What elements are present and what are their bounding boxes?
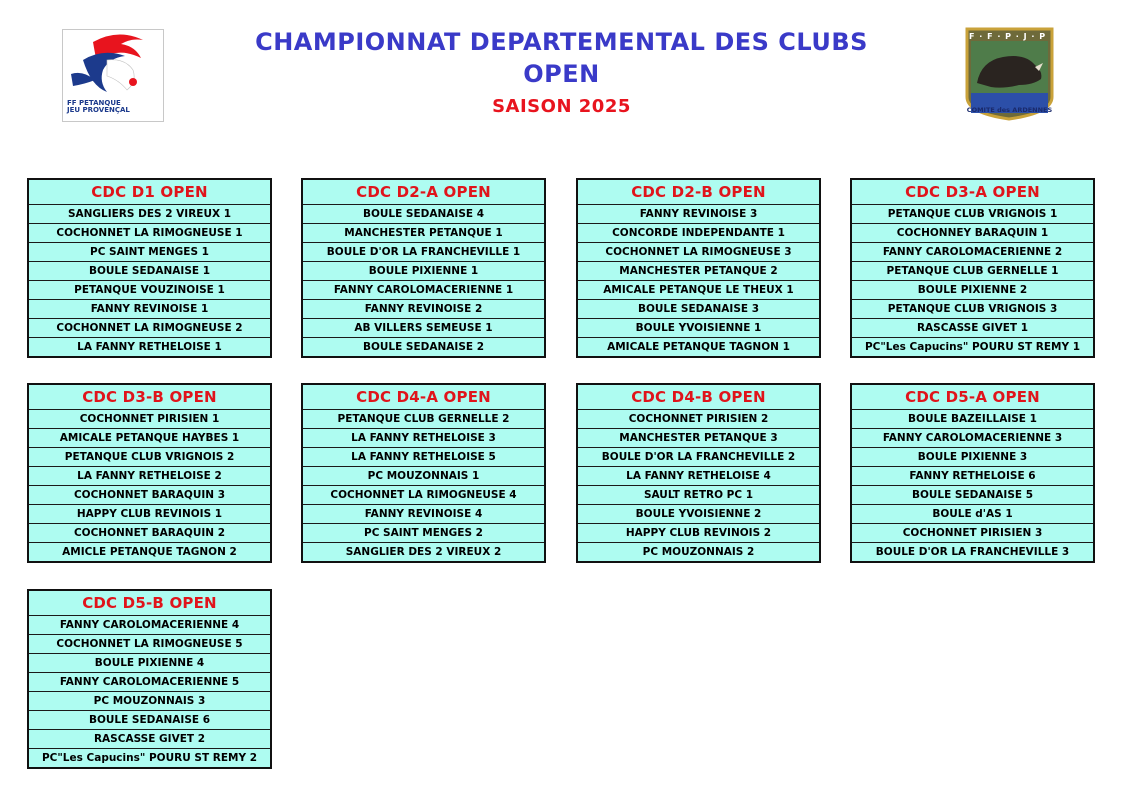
team-cell: BOULE D'OR LA FRANCHEVILLE 2	[578, 448, 819, 467]
team-cell: COCHONNET PIRISIEN 2	[578, 410, 819, 429]
team-cell: PETANQUE CLUB VRIGNOIS 1	[852, 205, 1093, 224]
division-title: CDC D5-A OPEN	[852, 385, 1093, 410]
team-cell: BOULE SEDANAISE 3	[578, 300, 819, 319]
team-cell: RASCASSE GIVET 1	[852, 319, 1093, 338]
team-cell: MANCHESTER PETANQUE 2	[578, 262, 819, 281]
team-cell: PC MOUZONNAIS 3	[29, 692, 270, 711]
team-cell: CONCORDE INDEPENDANTE 1	[578, 224, 819, 243]
page-title: CHAMPIONNAT DEPARTEMENTAL DES CLUBS	[255, 28, 868, 56]
team-cell: FANNY CAROLOMACERIENNE 1	[303, 281, 544, 300]
team-cell: BOULE PIXIENNE 4	[29, 654, 270, 673]
division-title: CDC D5-B OPEN	[29, 591, 270, 616]
team-cell: BOULE PIXIENNE 2	[852, 281, 1093, 300]
team-cell: AMICALE PETANQUE HAYBES 1	[29, 429, 270, 448]
team-cell: FANNY REVINOISE 3	[578, 205, 819, 224]
division-title: CDC D2-A OPEN	[303, 180, 544, 205]
team-cell: FANNY CAROLOMACERIENNE 5	[29, 673, 270, 692]
division-title: CDC D1 OPEN	[29, 180, 270, 205]
season-label: SAISON 2025	[492, 96, 631, 117]
team-cell: LA FANNY RETHELOISE 5	[303, 448, 544, 467]
team-cell: FANNY REVINOISE 1	[29, 300, 270, 319]
team-cell: PETANQUE CLUB GERNELLE 2	[303, 410, 544, 429]
team-cell: FANNY CAROLOMACERIENNE 3	[852, 429, 1093, 448]
team-cell: BOULE PIXIENNE 1	[303, 262, 544, 281]
team-cell: AMICALE PETANQUE LE THEUX 1	[578, 281, 819, 300]
team-cell: BOULE d'AS 1	[852, 505, 1093, 524]
team-cell: COCHONNEY BARAQUIN 1	[852, 224, 1093, 243]
division-table-d2b	[576, 178, 821, 358]
team-cell: BOULE SEDANAISE 1	[29, 262, 270, 281]
team-cell: PETANQUE CLUB VRIGNOIS 2	[29, 448, 270, 467]
team-cell: HAPPY CLUB REVINOIS 1	[29, 505, 270, 524]
comite-ardennes-logo	[963, 27, 1056, 121]
division-title: CDC D3-B OPEN	[29, 385, 270, 410]
team-cell: PC MOUZONNAIS 2	[642, 546, 755, 558]
ffpjp-logo	[62, 29, 164, 122]
team-cell: COCHONNET LA RIMOGNEUSE 5	[29, 635, 270, 654]
team-cell: FANNY CAROLOMACERIENNE 4	[29, 616, 270, 635]
team-cell: LA FANNY RETHELOISE 2	[29, 467, 270, 486]
division-table-d4b	[576, 383, 821, 563]
division-table-d5b	[27, 589, 272, 769]
team-cell: BOULE YVOISIENNE 1	[578, 319, 819, 338]
division-table-d2a	[301, 178, 546, 358]
division-table-d4a	[301, 383, 546, 563]
team-cell: BOULE PIXIENNE 3	[852, 448, 1093, 467]
team-cell: AB VILLERS SEMEUSE 1	[303, 319, 544, 338]
division-title: CDC D4-B OPEN	[578, 385, 819, 410]
team-cell: PETANQUE CLUB VRIGNOIS 3	[852, 300, 1093, 319]
division-table-d3b	[27, 383, 272, 563]
logo-right-top-text: F · F · P · J · P	[969, 32, 1047, 41]
team-cell: BOULE SEDANAISE 6	[29, 711, 270, 730]
division-title: CDC D4-A OPEN	[303, 385, 544, 410]
team-cell: COCHONNET LA RIMOGNEUSE 1	[29, 224, 270, 243]
team-cell: MANCHESTER PETANQUE 3	[578, 429, 819, 448]
team-cell: COCHONNET PIRISIEN 3	[852, 524, 1093, 543]
team-cell: BOULE YVOISIENNE 2	[578, 505, 819, 524]
team-cell: PC SAINT MENGES 2	[303, 524, 544, 543]
team-cell: BOULE D'OR LA FRANCHEVILLE 3	[875, 546, 1070, 558]
division-title: CDC D2-B OPEN	[578, 180, 819, 205]
team-cell: COCHONNET LA RIMOGNEUSE 3	[578, 243, 819, 262]
team-cell: RASCASSE GIVET 2	[29, 730, 270, 749]
team-cell: LA FANNY RETHELOISE 1	[77, 341, 222, 353]
team-cell: COCHONNET BARAQUIN 3	[29, 486, 270, 505]
division-table-d1	[27, 178, 272, 358]
logo-right-bottom-text: COMITE des ARDENNES	[966, 106, 1053, 114]
division-table-d3a	[850, 178, 1095, 358]
team-cell: COCHONNET LA RIMOGNEUSE 2	[29, 319, 270, 338]
team-cell: PETANQUE CLUB GERNELLE 1	[852, 262, 1093, 281]
division-table-d5a	[850, 383, 1095, 563]
team-cell: PC SAINT MENGES 1	[29, 243, 270, 262]
team-cell: FANNY REVINOISE 4	[303, 505, 544, 524]
team-cell: BOULE SEDANAISE 4	[303, 205, 544, 224]
team-cell: BOULE SEDANAISE 5	[852, 486, 1093, 505]
team-cell: FANNY RETHELOISE 6	[852, 467, 1093, 486]
logo-left-text: FF PETANQUE JEU PROVENÇAL	[67, 99, 130, 114]
team-cell: SANGLIERS DES 2 VIREUX 1	[29, 205, 270, 224]
team-cell: SAULT RETRO PC 1	[578, 486, 819, 505]
team-cell: FANNY REVINOISE 2	[303, 300, 544, 319]
team-cell: BOULE D'OR LA FRANCHEVILLE 1	[303, 243, 544, 262]
team-cell: BOULE SEDANAISE 2	[362, 341, 485, 353]
team-cell: PC"Les Capucins" POURU ST REMY 2	[41, 752, 258, 764]
team-cell: HAPPY CLUB REVINOIS 2	[578, 524, 819, 543]
team-cell: PC MOUZONNAIS 1	[303, 467, 544, 486]
team-cell: PETANQUE VOUZINOISE 1	[29, 281, 270, 300]
team-cell: PC"Les Capucins" POURU ST REMY 1	[864, 341, 1081, 353]
team-cell: SANGLIER DES 2 VIREUX 2	[345, 546, 502, 558]
team-cell: COCHONNET BARAQUIN 2	[29, 524, 270, 543]
division-title: CDC D3-A OPEN	[852, 180, 1093, 205]
team-cell: BOULE BAZEILLAISE 1	[852, 410, 1093, 429]
team-cell: COCHONNET PIRISIEN 1	[29, 410, 270, 429]
page-subtitle: OPEN	[523, 60, 600, 88]
team-cell: AMICALE PETANQUE TAGNON 1	[607, 341, 790, 353]
team-cell: COCHONNET LA RIMOGNEUSE 4	[303, 486, 544, 505]
team-cell: LA FANNY RETHELOISE 3	[303, 429, 544, 448]
team-cell: MANCHESTER PETANQUE 1	[303, 224, 544, 243]
team-cell: FANNY CAROLOMACERIENNE 2	[852, 243, 1093, 262]
team-cell: LA FANNY RETHELOISE 4	[578, 467, 819, 486]
team-cell: AMICLE PETANQUE TAGNON 2	[62, 546, 237, 558]
